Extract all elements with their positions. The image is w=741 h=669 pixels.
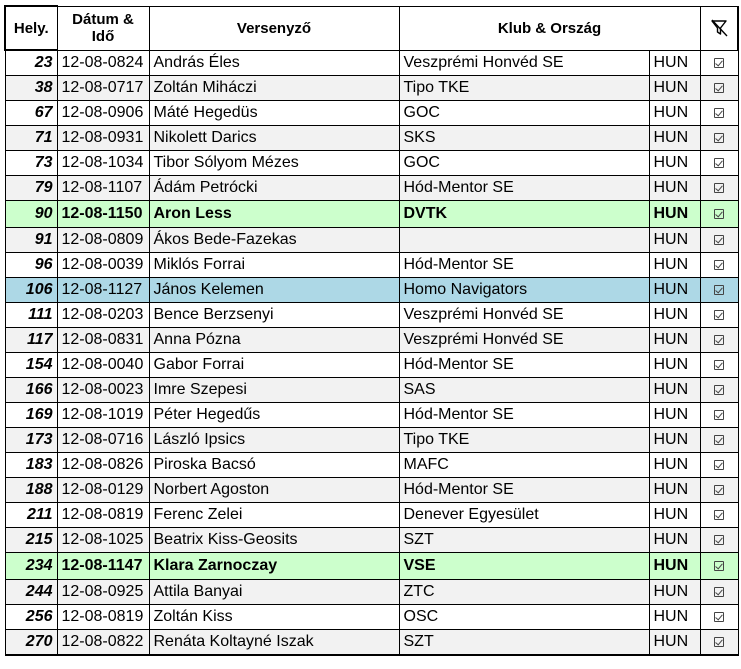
country-cell: HUN	[649, 478, 700, 503]
row-select-cell[interactable]	[700, 50, 738, 76]
club-cell: Veszprémi Honvéd SE	[399, 50, 649, 76]
country-cell: HUN	[649, 378, 700, 403]
club-cell: GOC	[399, 151, 649, 176]
checkbox-checked-icon[interactable]	[714, 58, 724, 68]
checkbox-checked-icon[interactable]	[714, 435, 724, 445]
row-select-cell[interactable]	[700, 201, 738, 228]
rank-cell: 183	[5, 453, 57, 478]
country-cell: HUN	[649, 253, 700, 278]
checkbox-checked-icon[interactable]	[714, 460, 724, 470]
rank-cell: 38	[5, 76, 57, 101]
country-cell: HUN	[649, 278, 700, 303]
table-row[interactable]	[5, 176, 738, 201]
row-select-cell[interactable]	[700, 176, 738, 201]
country-cell: HUN	[649, 630, 700, 656]
country-cell: HUN	[649, 303, 700, 328]
checkbox-checked-icon[interactable]	[714, 485, 724, 495]
competitor-name-cell: Imre Szepesi	[149, 378, 399, 403]
table-row[interactable]	[5, 228, 738, 253]
rank-cell: 234	[5, 553, 57, 580]
country-cell: HUN	[649, 528, 700, 553]
rank-cell: 96	[5, 253, 57, 278]
checkbox-checked-icon[interactable]	[714, 133, 724, 143]
checkbox-checked-icon[interactable]	[714, 235, 724, 245]
row-select-cell[interactable]	[700, 553, 738, 580]
club-cell: SZT	[399, 528, 649, 553]
row-select-cell[interactable]	[700, 403, 738, 428]
rank-cell: 270	[5, 630, 57, 656]
date-cell: 12-08-1107	[57, 176, 149, 201]
table-row[interactable]	[5, 76, 738, 101]
rank-cell: 166	[5, 378, 57, 403]
checkbox-checked-icon[interactable]	[714, 637, 724, 647]
date-cell: 12-08-0826	[57, 453, 149, 478]
rank-cell: 211	[5, 503, 57, 528]
date-cell: 12-08-1147	[57, 553, 149, 580]
row-select-cell[interactable]	[700, 580, 738, 605]
checkbox-checked-icon[interactable]	[714, 535, 724, 545]
club-cell	[399, 228, 649, 253]
club-cell: Hód-Mentor SE	[399, 478, 649, 503]
rank-cell: 67	[5, 101, 57, 126]
competitor-name-cell: Norbert Agoston	[149, 478, 399, 503]
table-row[interactable]	[5, 126, 738, 151]
club-cell: OSC	[399, 605, 649, 630]
row-select-cell[interactable]	[700, 478, 738, 503]
date-cell: 12-08-0717	[57, 76, 149, 101]
club-cell: Hód-Mentor SE	[399, 353, 649, 378]
club-cell: ZTC	[399, 580, 649, 605]
date-cell: 12-08-0040	[57, 353, 149, 378]
checkbox-checked-icon[interactable]	[714, 385, 724, 395]
country-cell: HUN	[649, 553, 700, 580]
row-select-cell[interactable]	[700, 503, 738, 528]
country-cell: HUN	[649, 126, 700, 151]
country-cell: HUN	[649, 228, 700, 253]
header-row	[5, 6, 738, 50]
club-cell: Hód-Mentor SE	[399, 176, 649, 201]
competitor-name-cell: Gabor Forrai	[149, 353, 399, 378]
rank-cell: 117	[5, 328, 57, 353]
country-cell: HUN	[649, 453, 700, 478]
table-row[interactable]	[5, 50, 738, 76]
competitor-name-cell: Bence Berzsenyi	[149, 303, 399, 328]
competitor-name-cell: Ádám Petrócki	[149, 176, 399, 201]
competitor-name-cell: Ferenc Zelei	[149, 503, 399, 528]
club-cell: Hód-Mentor SE	[399, 403, 649, 428]
competitor-name-cell: Attila Banyai	[149, 580, 399, 605]
date-cell: 12-08-0819	[57, 605, 149, 630]
competitor-name-cell: Beatrix Kiss-Geosits	[149, 528, 399, 553]
checkbox-checked-icon[interactable]	[714, 108, 724, 118]
club-cell: Tipo TKE	[399, 428, 649, 453]
checkbox-checked-icon[interactable]	[714, 310, 724, 320]
club-cell: Veszprémi Honvéd SE	[399, 328, 649, 353]
rank-cell: 215	[5, 528, 57, 553]
club-cell: Veszprémi Honvéd SE	[399, 303, 649, 328]
column-header-rank[interactable]: Hely.	[5, 6, 57, 50]
competitor-name-cell: András Éles	[149, 50, 399, 76]
table-row[interactable]	[5, 630, 738, 656]
competitor-name-cell: Nikolett Darics	[149, 126, 399, 151]
country-cell: HUN	[649, 201, 700, 228]
table-row[interactable]	[5, 328, 738, 353]
competitor-name-cell: Zoltán Kiss	[149, 605, 399, 630]
column-header-club[interactable]: Klub & Ország	[399, 6, 700, 50]
country-cell: HUN	[649, 50, 700, 76]
row-select-cell[interactable]	[700, 76, 738, 101]
competitor-name-cell: Péter Hegedűs	[149, 403, 399, 428]
row-select-cell[interactable]	[700, 228, 738, 253]
date-cell: 12-08-1025	[57, 528, 149, 553]
country-cell: HUN	[649, 101, 700, 126]
date-cell: 12-08-1019	[57, 403, 149, 428]
competitor-name-cell: László Ipsics	[149, 428, 399, 453]
club-cell: MAFC	[399, 453, 649, 478]
rank-cell: 169	[5, 403, 57, 428]
row-select-cell[interactable]	[700, 353, 738, 378]
table-row[interactable]	[5, 453, 738, 478]
date-cell: 12-08-0039	[57, 253, 149, 278]
checkbox-checked-icon[interactable]	[714, 260, 724, 270]
checkbox-checked-icon[interactable]	[714, 335, 724, 345]
country-cell: HUN	[649, 428, 700, 453]
date-cell: 12-08-0716	[57, 428, 149, 453]
country-cell: HUN	[649, 176, 700, 201]
checkbox-checked-icon[interactable]	[714, 83, 724, 93]
row-select-cell[interactable]	[700, 378, 738, 403]
row-select-cell[interactable]	[700, 101, 738, 126]
table-row[interactable]	[5, 428, 738, 453]
table-row[interactable]	[5, 278, 738, 303]
table-row[interactable]	[5, 151, 738, 176]
club-cell: SKS	[399, 126, 649, 151]
row-select-cell[interactable]	[700, 151, 738, 176]
row-select-cell[interactable]	[700, 453, 738, 478]
rank-cell: 91	[5, 228, 57, 253]
competitor-name-cell: Ákos Bede-Fazekas	[149, 228, 399, 253]
checkbox-checked-icon[interactable]	[714, 209, 724, 219]
rank-cell: 256	[5, 605, 57, 630]
row-select-cell[interactable]	[700, 328, 738, 353]
competitor-name-cell: Tibor Sólyom Mézes	[149, 151, 399, 176]
table-row[interactable]	[5, 478, 738, 503]
table-row[interactable]	[5, 101, 738, 126]
table-row[interactable]	[5, 503, 738, 528]
rank-cell: 79	[5, 176, 57, 201]
date-cell: 12-08-0129	[57, 478, 149, 503]
date-cell: 12-08-0906	[57, 101, 149, 126]
table-row[interactable]	[5, 528, 738, 553]
country-cell: HUN	[649, 605, 700, 630]
country-cell: HUN	[649, 580, 700, 605]
date-cell: 12-08-0809	[57, 228, 149, 253]
row-select-cell[interactable]	[700, 605, 738, 630]
filter-off-icon	[709, 18, 729, 38]
row-select-cell[interactable]	[700, 303, 738, 328]
date-cell: 12-08-0203	[57, 303, 149, 328]
date-cell: 12-08-0822	[57, 630, 149, 656]
rank-cell: 244	[5, 580, 57, 605]
competitor-name-cell: Anna Pózna	[149, 328, 399, 353]
country-cell: HUN	[649, 151, 700, 176]
club-cell: DVTK	[399, 201, 649, 228]
date-cell: 12-08-1034	[57, 151, 149, 176]
row-select-cell[interactable]	[700, 630, 738, 656]
rank-cell: 173	[5, 428, 57, 453]
competitor-name-cell: Aron Less	[149, 201, 399, 228]
competitor-name-cell: János Kelemen	[149, 278, 399, 303]
checkbox-checked-icon[interactable]	[714, 612, 724, 622]
checkbox-checked-icon[interactable]	[714, 360, 724, 370]
results-table	[4, 5, 739, 656]
country-cell: HUN	[649, 503, 700, 528]
table-row[interactable]	[5, 201, 738, 228]
club-cell: Tipo TKE	[399, 76, 649, 101]
rank-cell: 23	[5, 50, 57, 76]
country-cell: HUN	[649, 76, 700, 101]
club-cell: SZT	[399, 630, 649, 656]
club-cell: Denever Egyesület	[399, 503, 649, 528]
date-cell: 12-08-1150	[57, 201, 149, 228]
checkbox-checked-icon[interactable]	[714, 410, 724, 420]
column-header-date[interactable]: Dátum & Idő	[57, 6, 149, 50]
table-row[interactable]	[5, 303, 738, 328]
rank-cell: 106	[5, 278, 57, 303]
competitor-name-cell: Klara Zarnoczay	[149, 553, 399, 580]
rank-cell: 71	[5, 126, 57, 151]
table-row[interactable]	[5, 553, 738, 580]
competitor-name-cell: Piroska Bacsó	[149, 453, 399, 478]
table-body	[5, 50, 738, 655]
club-cell: GOC	[399, 101, 649, 126]
date-cell: 12-08-0831	[57, 328, 149, 353]
filter-toggle-button[interactable]	[700, 6, 738, 50]
row-select-cell[interactable]	[700, 126, 738, 151]
rank-cell: 188	[5, 478, 57, 503]
table-row[interactable]	[5, 580, 738, 605]
country-cell: HUN	[649, 403, 700, 428]
table-row[interactable]	[5, 605, 738, 630]
competitor-name-cell: Zoltán Miháczi	[149, 76, 399, 101]
table-row[interactable]	[5, 353, 738, 378]
country-cell: HUN	[649, 328, 700, 353]
rank-cell: 111	[5, 303, 57, 328]
rank-cell: 90	[5, 201, 57, 228]
table-row[interactable]	[5, 378, 738, 403]
column-header-name[interactable]: Versenyző	[149, 6, 399, 50]
club-cell: Homo Navigators	[399, 278, 649, 303]
row-select-cell[interactable]	[700, 428, 738, 453]
date-cell: 12-08-0824	[57, 50, 149, 76]
competitor-name-cell: Máté Hegedüs	[149, 101, 399, 126]
club-cell: VSE	[399, 553, 649, 580]
checkbox-checked-icon[interactable]	[714, 158, 724, 168]
date-cell: 12-08-0023	[57, 378, 149, 403]
checkbox-checked-icon[interactable]	[714, 587, 724, 597]
date-cell: 12-08-0931	[57, 126, 149, 151]
competitor-name-cell: Renáta Koltayné Iszak	[149, 630, 399, 656]
date-cell: 12-08-1127	[57, 278, 149, 303]
rank-cell: 154	[5, 353, 57, 378]
competitor-name-cell: Miklós Forrai	[149, 253, 399, 278]
checkbox-checked-icon[interactable]	[714, 183, 724, 193]
table-row[interactable]	[5, 403, 738, 428]
country-cell: HUN	[649, 353, 700, 378]
row-select-cell[interactable]	[700, 278, 738, 303]
checkbox-checked-icon[interactable]	[714, 285, 724, 295]
checkbox-checked-icon[interactable]	[714, 510, 724, 520]
date-cell: 12-08-0925	[57, 580, 149, 605]
club-cell: Hód-Mentor SE	[399, 253, 649, 278]
rank-cell: 73	[5, 151, 57, 176]
row-select-cell[interactable]	[700, 528, 738, 553]
date-cell: 12-08-0819	[57, 503, 149, 528]
club-cell: SAS	[399, 378, 649, 403]
table-row[interactable]	[5, 253, 738, 278]
row-select-cell[interactable]	[700, 253, 738, 278]
checkbox-checked-icon[interactable]	[714, 561, 724, 571]
